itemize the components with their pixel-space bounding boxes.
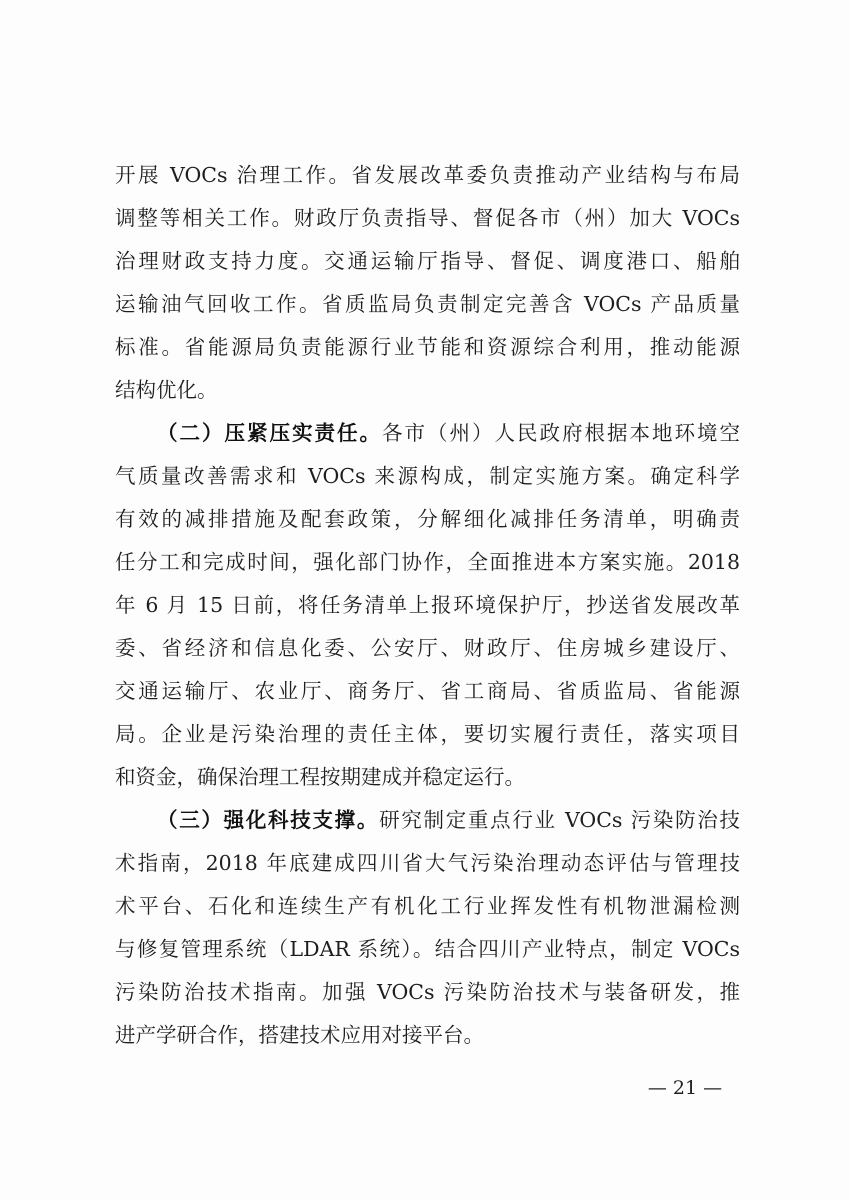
section-3-first-line-text: 研究制定重点行业 VOCs 污染防治技 (379, 808, 740, 832)
paragraph-line: 开展 VOCs 治理工作。省发展改革委负责推动产业结构与布局 (115, 163, 740, 187)
paragraph-line: 运输油气回收工作。省质监局负责制定完善含 VOCs 产品质量 (115, 292, 740, 316)
page-number: — 21 — (647, 1077, 723, 1099)
paragraph-line: 任分工和完成时间，强化部门协作，全面推进本方案实施。2018 (115, 550, 740, 574)
paragraph-line: 调整等相关工作。财政厅负责指导、督促各市（州）加大 VOCs (115, 206, 740, 230)
section-2-first-line (157, 416, 740, 450)
paragraph-line: 和资金，确保治理工程按期建成并稳定运行。 (115, 765, 525, 789)
section-2-heading: （二）压紧压实责任。 (157, 421, 382, 445)
paragraph-line: 有效的减排措施及配套政策，分解细化减排任务清单，明确责 (115, 507, 740, 531)
paragraph-line: 标准。省能源局负责能源行业节能和资源综合利用，推动能源 (115, 335, 740, 359)
paragraph-line: 气质量改善需求和 VOCs 来源构成，制定实施方案。确定科学 (115, 464, 740, 488)
section-3-first-line (157, 803, 740, 837)
paragraph-line: 治理财政支持力度。交通运输厅指导、督促、调度港口、船舶 (115, 249, 740, 273)
paragraph-line: 局。企业是污染治理的责任主体，要切实履行责任，落实项目 (115, 722, 740, 746)
paragraph-line: 委、省经济和信息化委、公安厅、财政厅、住房城乡建设厅、 (115, 636, 740, 660)
paragraph-line: 年 6 月 15 日前，将任务清单上报环境保护厅，抄送省发展改革 (115, 593, 740, 617)
paragraph-line: 污染防治技术指南。加强 VOCs 污染防治技术与装备研发，推 (115, 980, 740, 1004)
paragraph-line: 术平台、石化和连续生产有机化工行业挥发性有机物泄漏检测 (115, 894, 740, 918)
section-2-first-line-text: 各市（州）人民政府根据本地环境空 (382, 421, 740, 445)
paragraph-line: 进产学研合作，搭建技术应用对接平台。 (115, 1023, 484, 1047)
paragraph-line: 术指南，2018 年底建成四川省大气污染治理动态评估与管理技 (115, 851, 740, 875)
paragraph-line: 结构优化。 (115, 378, 218, 402)
paragraph-line: 交通运输厅、农业厅、商务厅、省工商局、省质监局、省能源 (115, 679, 740, 703)
paragraph-line: 与修复管理系统（LDAR 系统）。结合四川产业特点，制定 VOCs (115, 937, 740, 961)
section-3-heading: （三）强化科技支撑。 (157, 808, 380, 832)
